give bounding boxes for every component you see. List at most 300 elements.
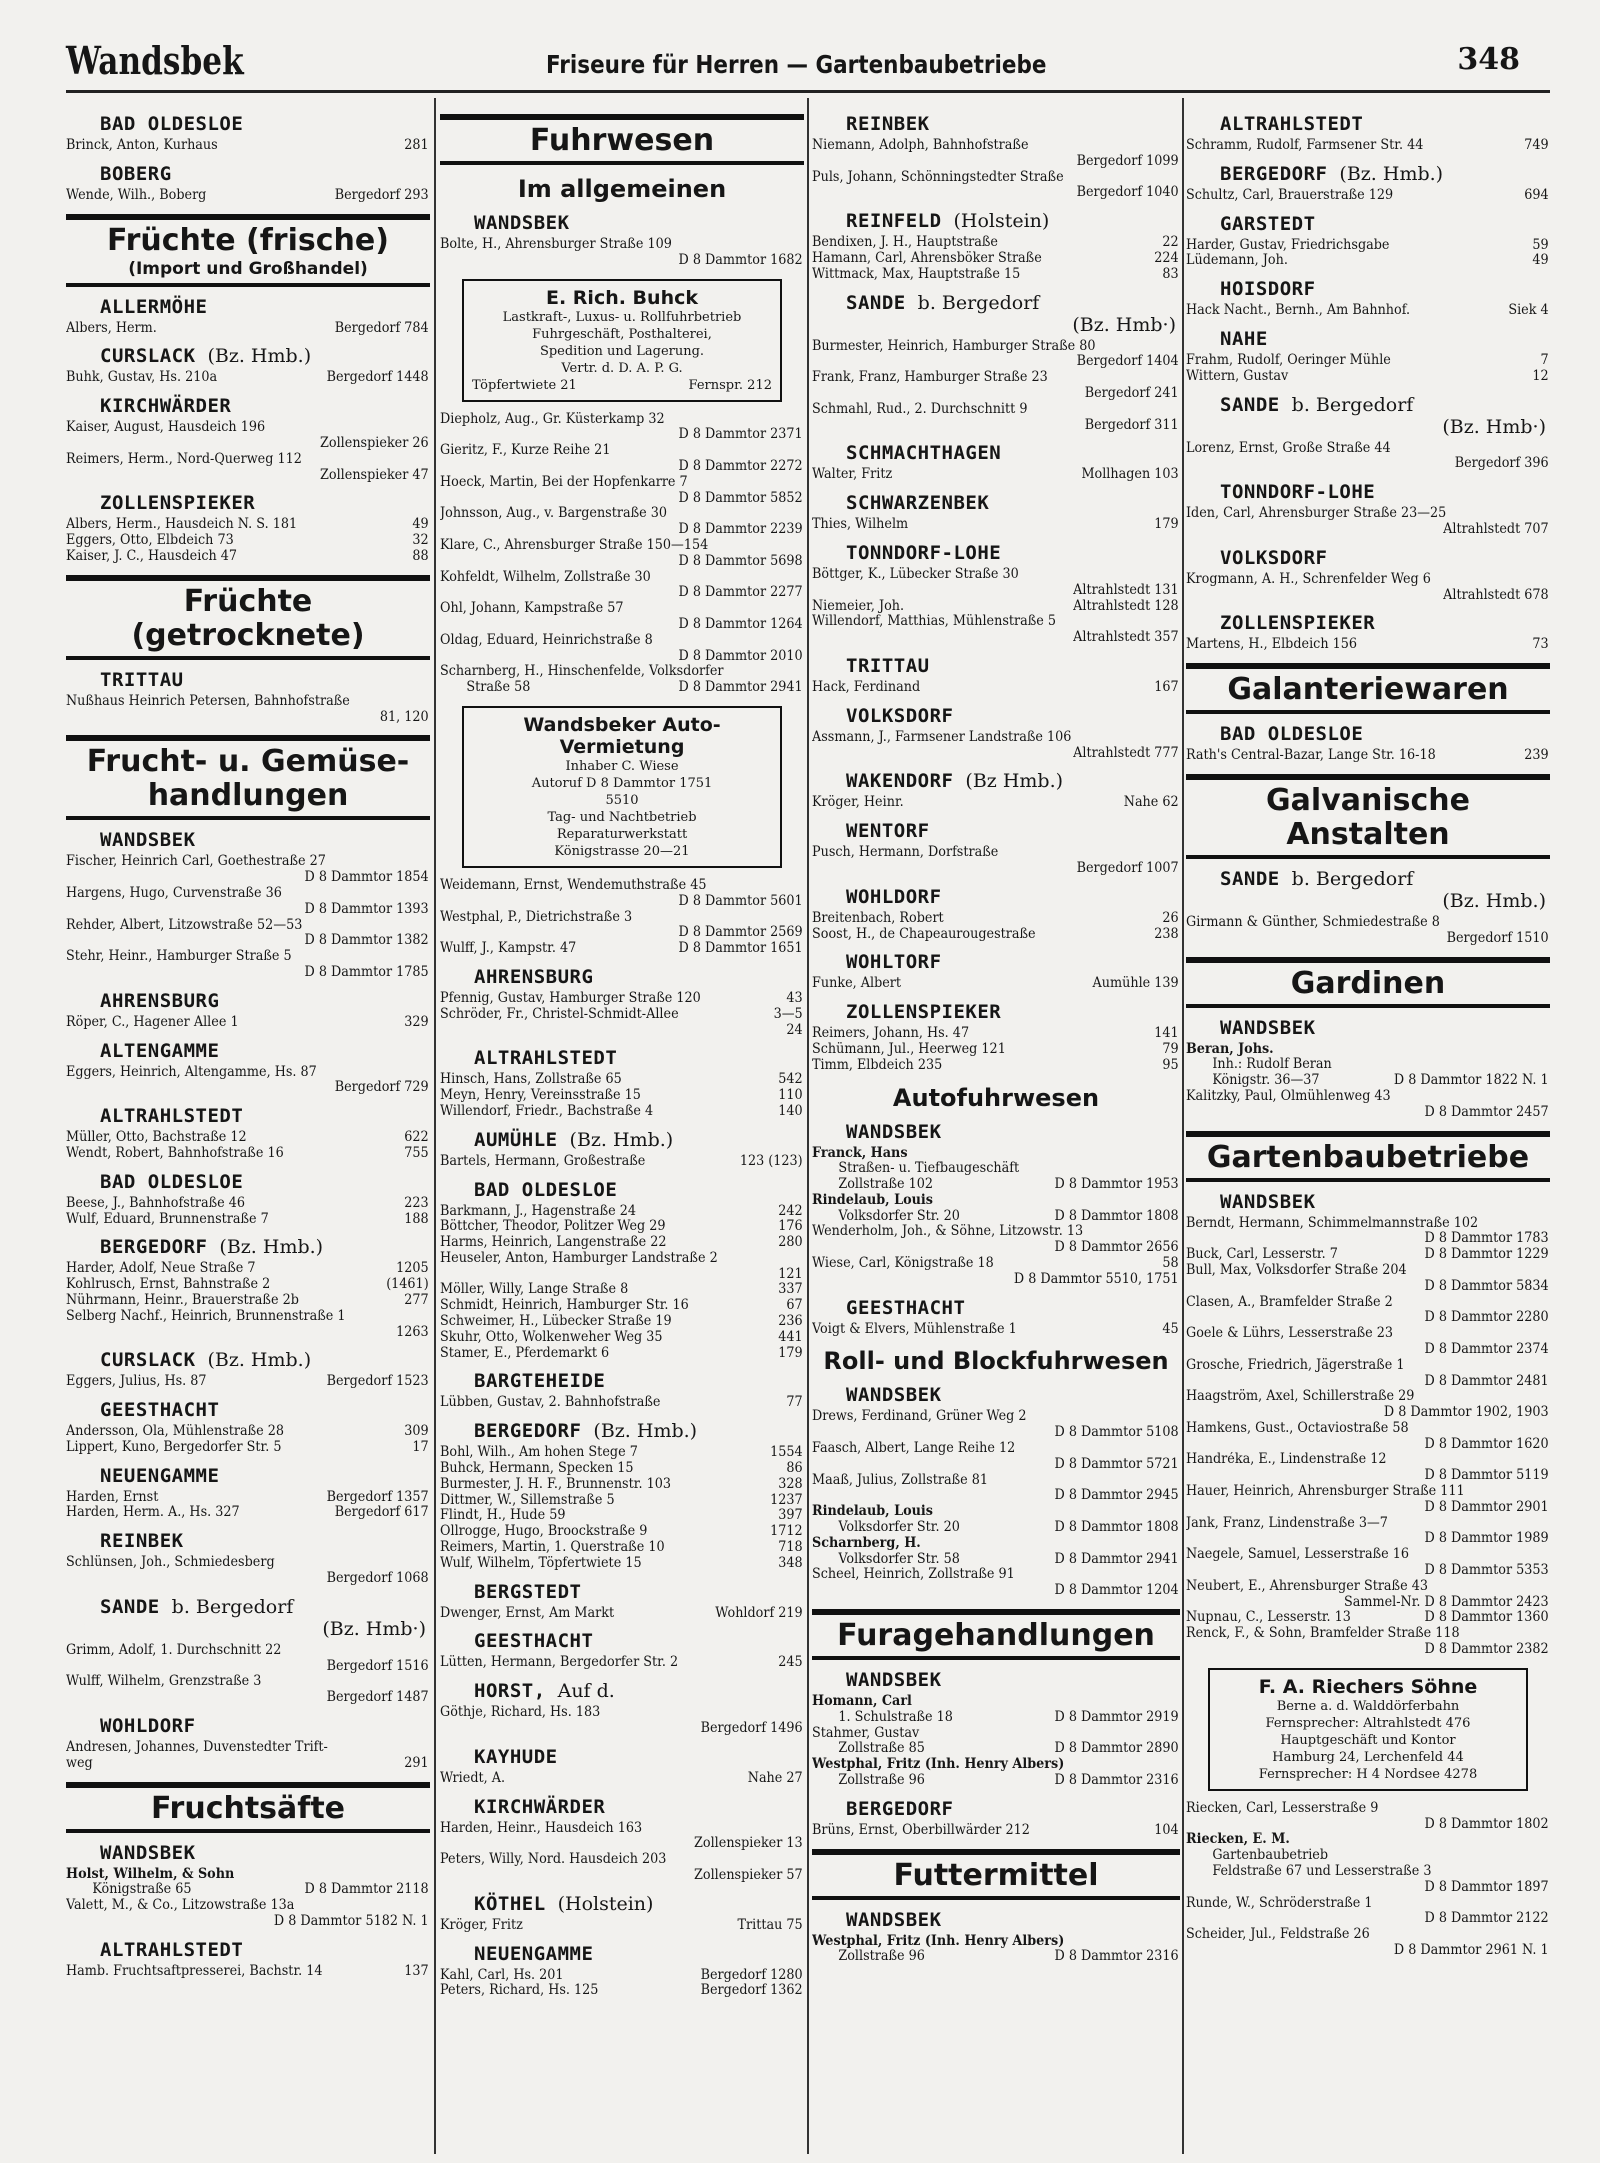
directory-entry: [812, 567, 1179, 599]
entry-line: [440, 443, 803, 459]
entry-line: [812, 911, 1179, 927]
entry-phone-continued: D 8 Dammtor 5182 N. 1: [273, 1913, 429, 1930]
place-suffix: b. Bergedorf: [1291, 393, 1414, 416]
entry-phone: Bergedorf 617: [334, 1504, 429, 1521]
entry-line: [66, 1065, 429, 1081]
entry-phone-continued: D 8 Dammtor 2122: [1424, 1910, 1549, 1927]
entry-line: [1186, 1247, 1549, 1263]
entry-name: Zollstraße 96: [838, 1949, 925, 1965]
entry-line: [66, 1130, 429, 1146]
entry-line: [1186, 1358, 1549, 1374]
entry-line: [66, 1756, 429, 1772]
place-suffix: b. Bergedorf: [1291, 867, 1414, 890]
entry-name: Harden, Ernst: [66, 1489, 159, 1505]
entry-line: [1186, 1547, 1549, 1563]
entry-name: Drews, Ferdinand, Grüner Weg 2: [812, 1409, 1027, 1425]
place-heading: [846, 492, 1180, 514]
entry-name: Hargens, Hugo, Curvenstraße 36: [66, 885, 282, 901]
directory-entry: [1186, 1326, 1549, 1358]
entry-phone: 141: [1154, 1025, 1179, 1042]
entry-phone: 1205: [396, 1260, 429, 1277]
directory-entry: [1186, 441, 1549, 473]
entry-phone: 179: [1154, 516, 1179, 533]
entry-line: [1186, 138, 1549, 154]
directory-entry: [1186, 1832, 1549, 1848]
entry-line: [440, 1445, 803, 1461]
place-suffix: (Bz. Hmb.): [207, 345, 312, 368]
place-heading: [100, 1349, 430, 1371]
entry-name: Volksdorfer Str. 20: [838, 1520, 960, 1536]
place-heading: [100, 1939, 430, 1961]
entry-phone: D 8 Dammtor 2316: [1054, 1772, 1179, 1789]
entry-line: [1186, 1389, 1549, 1405]
place-heading: [846, 820, 1180, 842]
place-name: KIRCHWÄRDER: [474, 1795, 606, 1818]
column-2: [440, 104, 804, 2154]
entry-name: Schmidt, Heinrich, Hamburger Str. 16: [440, 1298, 689, 1314]
directory-entry: [812, 1058, 1179, 1074]
entry-name: Kohfeldt, Wilhelm, Zollstraße 30: [440, 569, 651, 585]
entry-line: [66, 886, 429, 902]
entry-name: Schweimer, H., Lübecker Straße 19: [440, 1314, 672, 1330]
entry-phone-continued: D 8 Dammtor 1204: [1054, 1582, 1179, 1599]
directory-entry: [66, 1490, 429, 1506]
entry-name: Girmann & Günther, Schmiedestraße 8: [1186, 914, 1440, 930]
entry-name: Wulff, J., Kampstr. 47: [440, 941, 577, 957]
entry-phone: (1461): [386, 1276, 429, 1293]
entry-name: Wulff, Wilhelm, Grenzstraße 3: [66, 1674, 262, 1690]
directory-entry: [812, 1520, 1179, 1536]
entry-phone-continued: Bergedorf 1487: [326, 1689, 429, 1706]
entry-name: Holst, Wilhelm, & Sohn: [66, 1866, 235, 1882]
entry-line: [812, 1504, 1179, 1520]
header-rule: [66, 90, 1550, 93]
entry-line: [440, 1918, 803, 1934]
entry-name: Westphal, Fritz (Inh. Henry Albers): [812, 1757, 1065, 1773]
entry-phone: Nahe 62: [1123, 794, 1179, 811]
entry-name: Wenderholm, Joh., & Söhne, Litzowstr. 13: [812, 1224, 1084, 1240]
entry-name: Reimers, Martin, 1. Querstraße 10: [440, 1540, 665, 1556]
directory-entry: [66, 1309, 429, 1341]
place-name: ALTRAHLSTEDT: [100, 1105, 244, 1128]
directory-entry: [66, 1196, 429, 1212]
entry-name: Scheider, Jul., Feldstraße 26: [1186, 1927, 1370, 1943]
category-name: Früchte (getrocknete): [131, 583, 365, 653]
entry-name: Lippert, Kuno, Bergedorfer Str. 5: [66, 1439, 282, 1455]
place-heading: [474, 1630, 804, 1652]
entry-phone-continued: D 8 Dammtor 1802: [1424, 1815, 1549, 1832]
entry-name: Brinck, Anton, Kurhaus: [66, 138, 218, 153]
entry-name: Funke, Albert: [812, 976, 902, 992]
directory-entry: [66, 1261, 429, 1277]
column-divider: [1182, 98, 1184, 2154]
entry-line: [440, 1821, 803, 1837]
entry-name: Volksdorfer Str. 58: [838, 1551, 960, 1567]
directory-entry: [812, 1146, 1179, 1162]
entry-name: Willendorf, Friedr., Bachstraße 4: [440, 1103, 654, 1119]
directory-entry: [440, 1235, 803, 1251]
directory-entry: [1186, 188, 1549, 204]
entry-phone: D 8 Dammtor 2919: [1054, 1708, 1179, 1725]
directory-entry: [440, 1395, 803, 1411]
place-suffix: (Holstein): [953, 210, 1050, 233]
advertisement-title: E. Rich. Buhck: [545, 286, 698, 309]
entry-phone: 45: [1162, 1320, 1179, 1337]
entry-phone-continued: D 8 Dammtor 1682: [678, 251, 803, 268]
entry-line: [812, 730, 1179, 746]
entry-phone: 140: [778, 1102, 803, 1119]
entry-phone: 43: [786, 989, 803, 1006]
entry-name: Klare, C., Ahrensburger Straße 150—154: [440, 537, 709, 553]
directory-entry: [440, 1606, 803, 1622]
advertisement-line: Hamburg 24, Lerchenfeld 44: [1272, 1749, 1464, 1765]
entry-name: Inh.: Rudolf Beran: [1212, 1057, 1332, 1073]
directory-entry: [812, 170, 1179, 202]
entry-line: [812, 927, 1179, 943]
directory-entry: [812, 1177, 1179, 1193]
place-heading: [846, 1121, 1180, 1143]
entry-phone: D 8 Dammtor 1808: [1054, 1207, 1179, 1224]
place-name: TONNDORF-LOHE: [1220, 481, 1376, 504]
entry-line: [812, 138, 1179, 154]
advertisement-line: 5510: [605, 792, 639, 808]
directory-entry: [440, 1298, 803, 1314]
entry-name: Runde, W., Schröderstraße 1: [1186, 1895, 1373, 1911]
entry-line: [1186, 637, 1549, 653]
entry-phone: 137: [404, 1962, 429, 1979]
directory-entry: [440, 1314, 803, 1330]
directory-entry: [812, 1161, 1179, 1177]
entry-name: Wriedt, A.: [440, 1770, 506, 1786]
entry-phone-continued: D 8 Dammtor 1989: [1424, 1530, 1549, 1547]
entry-name: Goele & Lührs, Lesserstraße 23: [1186, 1326, 1394, 1342]
entry-line: [1186, 1089, 1549, 1105]
entry-line: [66, 1309, 429, 1325]
directory-entry: [440, 878, 803, 910]
entry-line: [812, 1773, 1179, 1789]
place-suffix: (Bz. Hmb.): [1339, 162, 1444, 185]
entry-name: Scharnberg, H., Hinschenfelde, Volksdorfer: [440, 664, 724, 680]
directory-entry: [812, 911, 1179, 927]
entry-line: [1186, 1263, 1549, 1279]
entry-name: Voigt & Elvers, Mühlenstraße 1: [812, 1321, 1017, 1337]
entry-phone: Bergedorf 1357: [326, 1488, 429, 1505]
entry-line: [66, 1440, 429, 1456]
place-name: GEESTHACHT: [474, 1630, 594, 1653]
entry-phone: Bergedorf 293: [334, 186, 429, 203]
place-name: ZOLLENSPIEKER: [846, 1001, 1002, 1024]
entry-phone-continued: D 8 Dammtor 1854: [304, 869, 429, 886]
entry-phone: Bergedorf 1523: [326, 1373, 429, 1390]
entry-phone-continued: D 8 Dammtor 5601: [678, 892, 803, 909]
entry-phone-continued: D 8 Dammtor 2280: [1424, 1309, 1549, 1326]
directory-entry: [66, 549, 429, 565]
entry-line: [1186, 1927, 1549, 1943]
entry-phone: 7: [1540, 351, 1549, 368]
entry-line: [440, 1282, 803, 1298]
directory-entry: [812, 599, 1179, 615]
entry-name: Skuhr, Otto, Wolkenweher Weg 35: [440, 1329, 663, 1345]
entry-line: [1186, 1801, 1549, 1817]
directory-entry: [66, 1424, 429, 1440]
directory-entry: [812, 1026, 1179, 1042]
directory-entry: [440, 1771, 803, 1787]
place-name: KÖTHEL: [474, 1892, 546, 1915]
place-name: ALLERMÖHE: [100, 295, 208, 318]
entry-name: Riecken, Carl, Lesserstraße 9: [1186, 1800, 1379, 1816]
entry-name: Jank, Franz, Lindenstraße 3—7: [1186, 1515, 1388, 1531]
directory-entry: [1186, 915, 1549, 947]
entry-name: Wulf, Eduard, Brunnenstraße 7: [66, 1211, 269, 1227]
entry-phone: Wohldorf 219: [715, 1604, 803, 1621]
place-suffix: (Bz Hmb.): [965, 770, 1064, 793]
directory-entry: [440, 680, 803, 696]
entry-line: [440, 1524, 803, 1540]
entry-line: [440, 570, 803, 586]
entry-line: [1186, 1610, 1549, 1626]
entry-name: Breitenbach, Robert: [812, 910, 944, 926]
entry-line: [66, 694, 429, 710]
category-heading: [66, 214, 430, 287]
entry-line: [66, 1277, 429, 1293]
entry-name: Kröger, Fritz: [440, 1917, 523, 1933]
directory-entry: [1186, 572, 1549, 604]
entry-name: Kaiser, J. C., Hausdeich 47: [66, 548, 238, 564]
entry-name: Albers, Herm., Hausdeich N. S. 181: [66, 517, 298, 533]
place-name: SANDE: [1220, 393, 1280, 416]
entry-name: Timm, Elbdeich 235: [812, 1057, 943, 1073]
place-name: SANDE: [100, 1595, 160, 1618]
place-heading: [1220, 163, 1550, 185]
directory-entry: [812, 1934, 1179, 1950]
entry-line: [812, 1536, 1179, 1552]
entry-phone-continued: Sammel-Nr. D 8 Dammtor 2423: [1343, 1593, 1549, 1610]
directory-entry: [66, 420, 429, 452]
entry-phone: 59: [1532, 236, 1549, 253]
entry-phone: 110: [778, 1087, 803, 1104]
directory-entry: [812, 251, 1179, 267]
place-heading: [1220, 394, 1550, 438]
directory-entry: [812, 1504, 1179, 1520]
place-name: WANDSBEK: [846, 1908, 942, 1931]
entry-name: Niemann, Adolph, Bahnhofstraße: [812, 138, 1029, 153]
directory-entry: [440, 1508, 803, 1524]
entry-name: Lütten, Hermann, Bergedorfer Str. 2: [440, 1655, 679, 1671]
place-suffix: b. Bergedorf: [171, 1595, 294, 1618]
place-name: BOBERG: [100, 162, 172, 185]
entry-line: [812, 1042, 1179, 1058]
entry-line: [440, 1204, 803, 1220]
entry-line: [812, 170, 1179, 186]
advertisement-line: Lastkraft-, Luxus- u. Rollfuhrbetrieb: [502, 309, 742, 325]
entry-phone-continued: D 8 Dammtor 1785: [304, 963, 429, 980]
entry-line: [1186, 748, 1549, 764]
directory-entry: [440, 1088, 803, 1104]
entry-phone-continued: D 8 Dammtor 5353: [1424, 1562, 1549, 1579]
place-name: AHRENSBURG: [100, 989, 220, 1012]
entry-name: Flindt, H., Hude 59: [440, 1508, 566, 1524]
entry-phone-continued: Bergedorf 729: [334, 1079, 429, 1096]
entry-name: Andresen, Johannes, Duvenstedter Trift-: [66, 1740, 328, 1756]
place-heading: [100, 1040, 430, 1062]
directory-entry: [1186, 303, 1549, 319]
entry-phone-continued: 121: [778, 1265, 803, 1282]
entry-name: Buhck, Hermann, Specken 15: [440, 1461, 634, 1477]
place-name: GARSTEDT: [1220, 212, 1316, 235]
entry-name: Harden, Herm. A., Hs. 327: [66, 1505, 240, 1521]
entry-phone: 12: [1532, 367, 1549, 384]
place-heading: [100, 1105, 430, 1127]
directory-entry: [440, 1007, 803, 1023]
directory-entry: [66, 1065, 429, 1097]
entry-name: Hamkens, Gust., Octaviostraße 58: [1186, 1420, 1409, 1436]
place-name: BAD OLDESLOE: [100, 113, 244, 135]
entry-name: Valett, M., & Co., Litzowstraße 13a: [66, 1898, 295, 1914]
entry-name: Peters, Richard, Hs. 125: [440, 1983, 599, 1999]
place-heading: [846, 1384, 1180, 1406]
directory-entry: [440, 1072, 803, 1088]
place-name: CURSLACK: [100, 345, 196, 368]
entry-line: [66, 1964, 429, 1980]
directory-entry: [66, 452, 429, 484]
entry-phone: Siek 4: [1508, 302, 1549, 319]
place-name: SANDE: [846, 291, 906, 314]
directory-entry: [440, 1330, 803, 1346]
place-heading: [1220, 213, 1550, 235]
entry-name: Müller, Otto, Bachstraße 12: [66, 1130, 247, 1146]
directory-entry: [1186, 238, 1549, 254]
directory-entry: [1186, 1358, 1549, 1390]
place-heading: [846, 770, 1180, 792]
directory-entry: [66, 1293, 429, 1309]
entry-line: [440, 1330, 803, 1346]
entry-phone-continued: Zollenspieker 47: [320, 466, 429, 483]
place-heading: [474, 1179, 804, 1201]
entry-name: Wiese, Carl, Königstraße 18: [812, 1256, 994, 1272]
advertisement-title: Wandsbeker Auto-Vermietung: [523, 713, 721, 758]
category-heading: [1186, 663, 1550, 714]
entry-name: Volksdorfer Str. 20: [838, 1208, 960, 1224]
entry-line: [440, 1655, 803, 1671]
directory-entry: [66, 1898, 429, 1930]
entry-phone: 188: [404, 1210, 429, 1227]
place-region: (Bz. Hmb·): [322, 1617, 426, 1640]
entry-phone: 223: [404, 1194, 429, 1211]
category-name: Galanteriewaren: [1227, 672, 1509, 708]
place-name: HOISDORF: [1220, 278, 1316, 301]
category-heading: [66, 575, 430, 660]
directory-entry: [812, 1256, 1179, 1272]
place-heading: [100, 113, 430, 135]
entry-name: Königstr. 36—37: [1212, 1073, 1320, 1089]
place-heading: [474, 1943, 804, 1965]
directory-entry: [66, 1964, 429, 1980]
entry-line: [440, 1219, 803, 1235]
place-name: REINBEK: [846, 113, 930, 135]
entry-line: [812, 1710, 1179, 1726]
place-name: WANDSBEK: [1220, 1016, 1316, 1039]
directory-entry: [440, 1023, 803, 1039]
directory-entry: [440, 1556, 803, 1572]
category-name: Galvanische Anstalten: [1266, 782, 1470, 852]
place-heading: [1220, 723, 1550, 745]
entry-phone: 348: [778, 1554, 803, 1571]
header-place: Wandsbek: [66, 38, 244, 83]
entry-line: [1186, 253, 1549, 269]
directory-entry: [440, 1918, 803, 1934]
directory-entry: [440, 1655, 803, 1671]
place-name: WANDSBEK: [846, 1669, 942, 1692]
directory-entry: [440, 1821, 803, 1853]
entry-phone: 224: [1154, 249, 1179, 266]
entry-line: [812, 845, 1179, 861]
place-heading: [100, 395, 430, 417]
entry-phone-continued: D 8 Dammtor 5510, 1751: [1013, 1270, 1179, 1287]
entry-name: Königstraße 65: [92, 1882, 192, 1898]
entry-line: [66, 1261, 429, 1277]
column-1: [66, 104, 430, 2154]
entry-line: [440, 412, 803, 428]
place-name: WANDSBEK: [100, 829, 196, 852]
entry-phone: 58: [1162, 1255, 1179, 1272]
entry-phone: Trittau 75: [737, 1916, 803, 1933]
entry-name: Westphal, P., Dietrichstraße 3: [440, 909, 633, 925]
entry-line: [1186, 1848, 1549, 1864]
entry-phone: 86: [786, 1460, 803, 1477]
entry-name: Zollstraße 102: [838, 1177, 934, 1193]
directory-entry: [1186, 1610, 1549, 1626]
directory-entry: [440, 1204, 803, 1220]
entry-phone: 176: [778, 1218, 803, 1235]
entry-phone: D 8 Dammtor 1229: [1424, 1246, 1549, 1263]
entry-phone-continued: D 8 Dammtor 2010: [678, 647, 803, 664]
place-suffix: (Bz. Hmb.): [593, 1420, 698, 1443]
category-name: Fuhrwesen: [529, 123, 715, 158]
entry-phone-continued: Zollenspieker 13: [694, 1835, 803, 1852]
directory-entry: [812, 1224, 1179, 1256]
entry-line: [1186, 1626, 1549, 1642]
entry-line: [440, 1508, 803, 1524]
entry-line: [66, 1898, 429, 1914]
place-heading: [100, 1530, 430, 1552]
category-heading: [812, 1609, 1180, 1660]
directory-entry: [440, 1852, 803, 1884]
entry-name: Soost, H., de Chapeaurougestraße: [812, 926, 1036, 942]
directory-entry: [440, 1477, 803, 1493]
entry-line: [66, 1505, 429, 1521]
directory-entry: [66, 1212, 429, 1228]
category-heading: [1186, 957, 1550, 1008]
place-name: BERGEDORF: [1220, 162, 1328, 185]
entry-line: [812, 1949, 1179, 1965]
entry-line: [812, 1520, 1179, 1536]
entry-line: [812, 1757, 1179, 1773]
subcategory-heading: Roll- und Blockfuhrwesen: [823, 1347, 1169, 1376]
entry-line: [440, 1395, 803, 1411]
entry-phone: 337: [778, 1281, 803, 1298]
directory-entry: [1186, 1880, 1549, 1896]
directory-entry: [812, 1823, 1179, 1839]
place-suffix: Auf d.: [557, 1680, 615, 1703]
entry-name: Straße 58: [466, 680, 531, 696]
place-name: KIRCHWÄRDER: [100, 395, 232, 418]
entry-line: [440, 1104, 803, 1120]
directory-entry: [440, 1282, 803, 1298]
entry-name: Hack, Ferdinand: [812, 679, 921, 695]
entry-line: [66, 533, 429, 549]
directory-entry: [1186, 1579, 1549, 1611]
entry-name: Wendt, Robert, Bahnhofstraße 16: [66, 1145, 284, 1161]
